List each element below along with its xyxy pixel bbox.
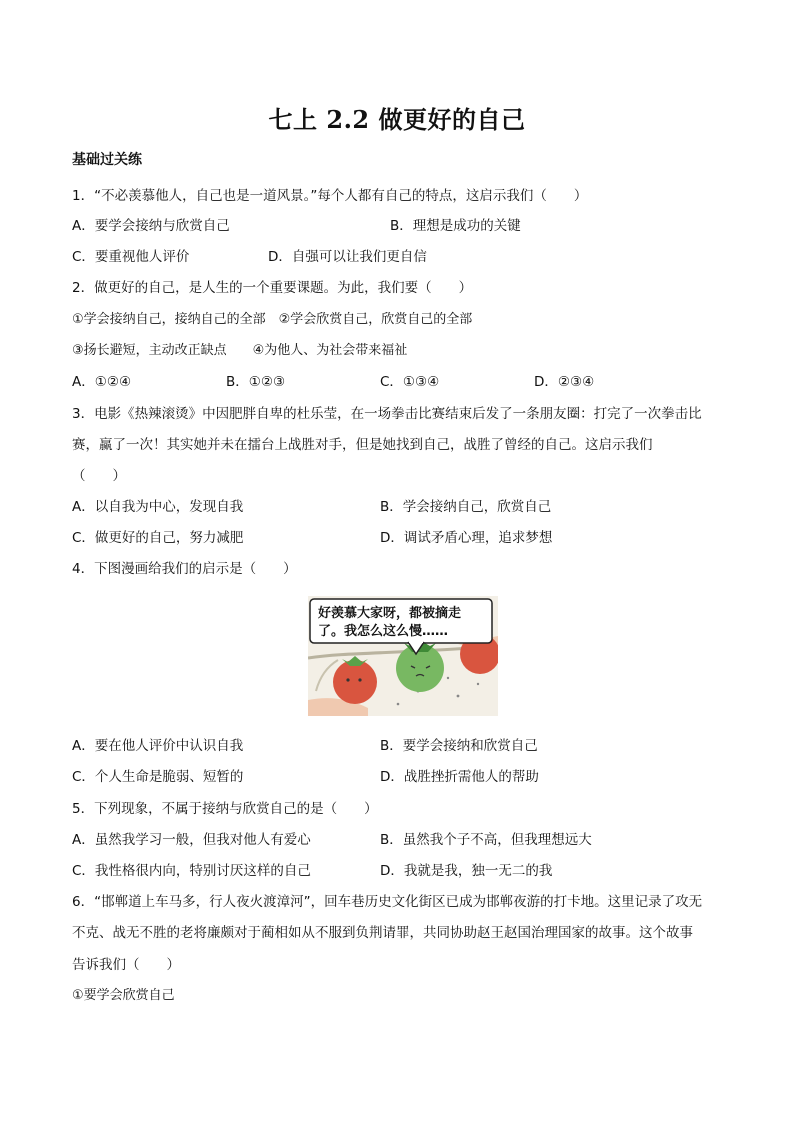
q4-option-c[interactable]: C．个人生命是脆弱、短暂的 [72, 769, 244, 785]
q3-stem-line3: （ ） [72, 468, 126, 484]
q4-option-d[interactable]: D．战胜挫折需他人的帮助 [380, 769, 539, 785]
q3-option-c[interactable]: C．做更好的自己，努力减肥 [72, 530, 244, 546]
comic-illustration [308, 596, 498, 716]
q2-stem: 2．做更好的自己，是人生的一个重要课题。为此，我们要（ ） [72, 280, 473, 296]
q3-option-d[interactable]: D．调试矛盾心理，追求梦想 [380, 530, 553, 546]
q4-option-b[interactable]: B．要学会接纳和欣赏自己 [380, 738, 538, 754]
q3-option-a[interactable]: A．以自我为中心，发现自我 [72, 499, 244, 515]
q1-option-c[interactable]: C．要重视他人评价 [72, 249, 190, 265]
q2-option-b[interactable]: B．①②③ [226, 374, 286, 390]
q1-option-b[interactable]: B．理想是成功的关键 [390, 218, 521, 234]
q6-stem-line1: 6．“邯郸道上车马多，行人夜火渡漳河”，回车巷历史文化街区已成为邯郸夜游的打卡地。这里记录了攻无 [72, 894, 703, 910]
q2-statement-2: ③扬长避短，主动改正缺点 ④为他人、为社会带来福祉 [72, 343, 408, 358]
bubble-text-line2: 了。我怎么这么慢…… [318, 624, 449, 639]
q3-option-b[interactable]: B．学会接纳自己，欣赏自己 [380, 499, 552, 515]
q4-option-a[interactable]: A．要在他人评价中认识自我 [72, 738, 244, 754]
q1-option-a[interactable]: A．要学会接纳与欣赏自己 [72, 218, 230, 234]
q3-stem-line1: 3．电影《热辣滚烫》中因肥胖自卑的杜乐莹，在一场拳击比赛结束后发了一条朋友圈：打完了一次拳击比 [72, 406, 702, 422]
q5-option-b[interactable]: B．虽然我个子不高，但我理想远大 [380, 832, 592, 848]
q5-stem: 5．下列现象，不属于接纳与欣赏自己的是（ ） [72, 801, 378, 817]
tomato-comic-image [308, 596, 498, 716]
section-heading: 基础过关练 [72, 152, 142, 168]
q5-option-c[interactable]: C．我性格很内向，特别讨厌这样的自己 [72, 863, 311, 879]
page-title: 七上 2.2 做更好的自己 [268, 105, 526, 134]
q1-option-d[interactable]: D．自强可以让我们更自信 [268, 249, 427, 265]
q2-option-a[interactable]: A．①②④ [72, 374, 132, 390]
q1-stem: 1．“不必羡慕他人，自己也是一道风景。”每个人都有自己的特点，这启示我们（ ） [72, 188, 588, 204]
bubble-text-line1: 好羡慕大家呀，都被摘走 [318, 606, 462, 621]
q6-stem-line3: 告诉我们（ ） [72, 957, 180, 973]
q5-option-a[interactable]: A．虽然我学习一般，但我对他人有爱心 [72, 832, 311, 848]
q6-statement-1: ①要学会欣赏自己 [72, 988, 175, 1003]
q2-statement-1: ①学会接纳自己，接纳自己的全部 ②学会欣赏自己，欣赏自己的全部 [72, 312, 473, 327]
q5-option-d[interactable]: D．我就是我，独一无二的我 [380, 863, 553, 879]
q2-option-c[interactable]: C．①③④ [380, 374, 440, 390]
q3-stem-line2: 赛，赢了一次！其实她并未在擂台上战胜对手，但是她找到自己，战胜了曾经的自己。这启示我们 [72, 437, 653, 453]
q2-option-d[interactable]: D．②③④ [534, 374, 595, 390]
q4-stem: 4．下图漫画给我们的启示是（ ） [72, 561, 297, 577]
q6-stem-line2: 不克、战无不胜的老将廉颇对于蔺相如从不服到负荆请罪，共同协助赵王赵国治理国家的故事。这个故事 [72, 925, 693, 941]
